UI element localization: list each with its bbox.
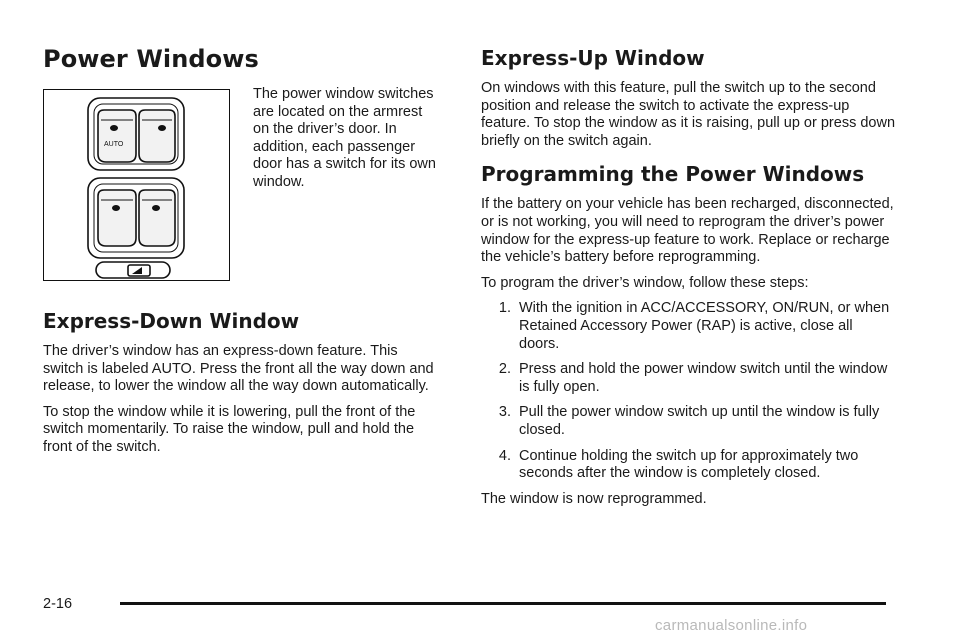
list-item <box>481 361 901 396</box>
express-down-section <box>43 309 441 457</box>
list-item <box>481 448 901 483</box>
intro-block <box>43 86 441 281</box>
step-number: 4. <box>498 447 511 464</box>
programming-heading: Programming the Power Windows <box>481 162 865 187</box>
express-down-heading: Express-Down Window <box>43 309 300 333</box>
window-switch-illustration <box>43 89 230 281</box>
list-item <box>481 404 901 439</box>
programming-paragraph-1: If the battery on your vehicle has been recharged, disconnected, or is not working, you will need to reprogram the driver’s power window for the express-up feature to work. Replace or recharge the vehicle’s battery before reprogramming. <box>481 196 894 266</box>
step-number: 3. <box>498 404 511 421</box>
express-down-paragraph-1: The driver’s window has an express-down feature. This switch is labeled AUTO. Press the front all the way down and release, to lower the window all the way down automatically. <box>43 343 434 395</box>
list-item <box>481 300 901 353</box>
step-number: 2. <box>498 361 511 378</box>
left-column <box>43 40 441 465</box>
step-text: Press and hold the power window switch until the window is fully open. <box>519 361 888 395</box>
intro-paragraph: The power window switches are located on the armrest on the driver’s door. In addition, each passenger door has a switch for its own window. <box>253 86 436 190</box>
step-text: Continue holding the switch up for approximately two seconds after the window is completely closed. <box>519 447 859 482</box>
programming-steps <box>481 300 901 482</box>
footer-divider <box>120 602 886 605</box>
express-down-paragraph-2: To stop the window while it is lowering, pull the front of the switch momentarily. To raise the window, pull and hold the front of the switch. <box>43 403 416 455</box>
programming-closing: The window is now reprogrammed. <box>481 490 707 507</box>
step-text: With the ignition in ACC/ACCESSORY, ON/RUN, or when Retained Accessory Power (RAP) is active, close all doors. <box>519 300 890 352</box>
express-up-heading: Express-Up Window <box>481 46 705 70</box>
step-text: Pull the power window switch up until the window is fully closed. <box>519 404 880 438</box>
watermark: carmanualsonline.info <box>655 617 808 634</box>
page-title: Power Windows <box>43 45 259 73</box>
step-number: 1. <box>498 300 511 317</box>
auto-label: AUTO <box>104 141 124 148</box>
page-number: 2-16 <box>43 596 73 612</box>
right-column <box>481 40 901 516</box>
window-switch-drawing <box>44 90 228 279</box>
express-up-paragraph: On windows with this feature, pull the switch up to the second position and release the switch to activate the express-up feature. To stop the window as it is raising, pull up or press down briefly on the switch again. <box>481 80 896 149</box>
programming-paragraph-2: To program the driver’s window, follow these steps: <box>481 274 809 291</box>
